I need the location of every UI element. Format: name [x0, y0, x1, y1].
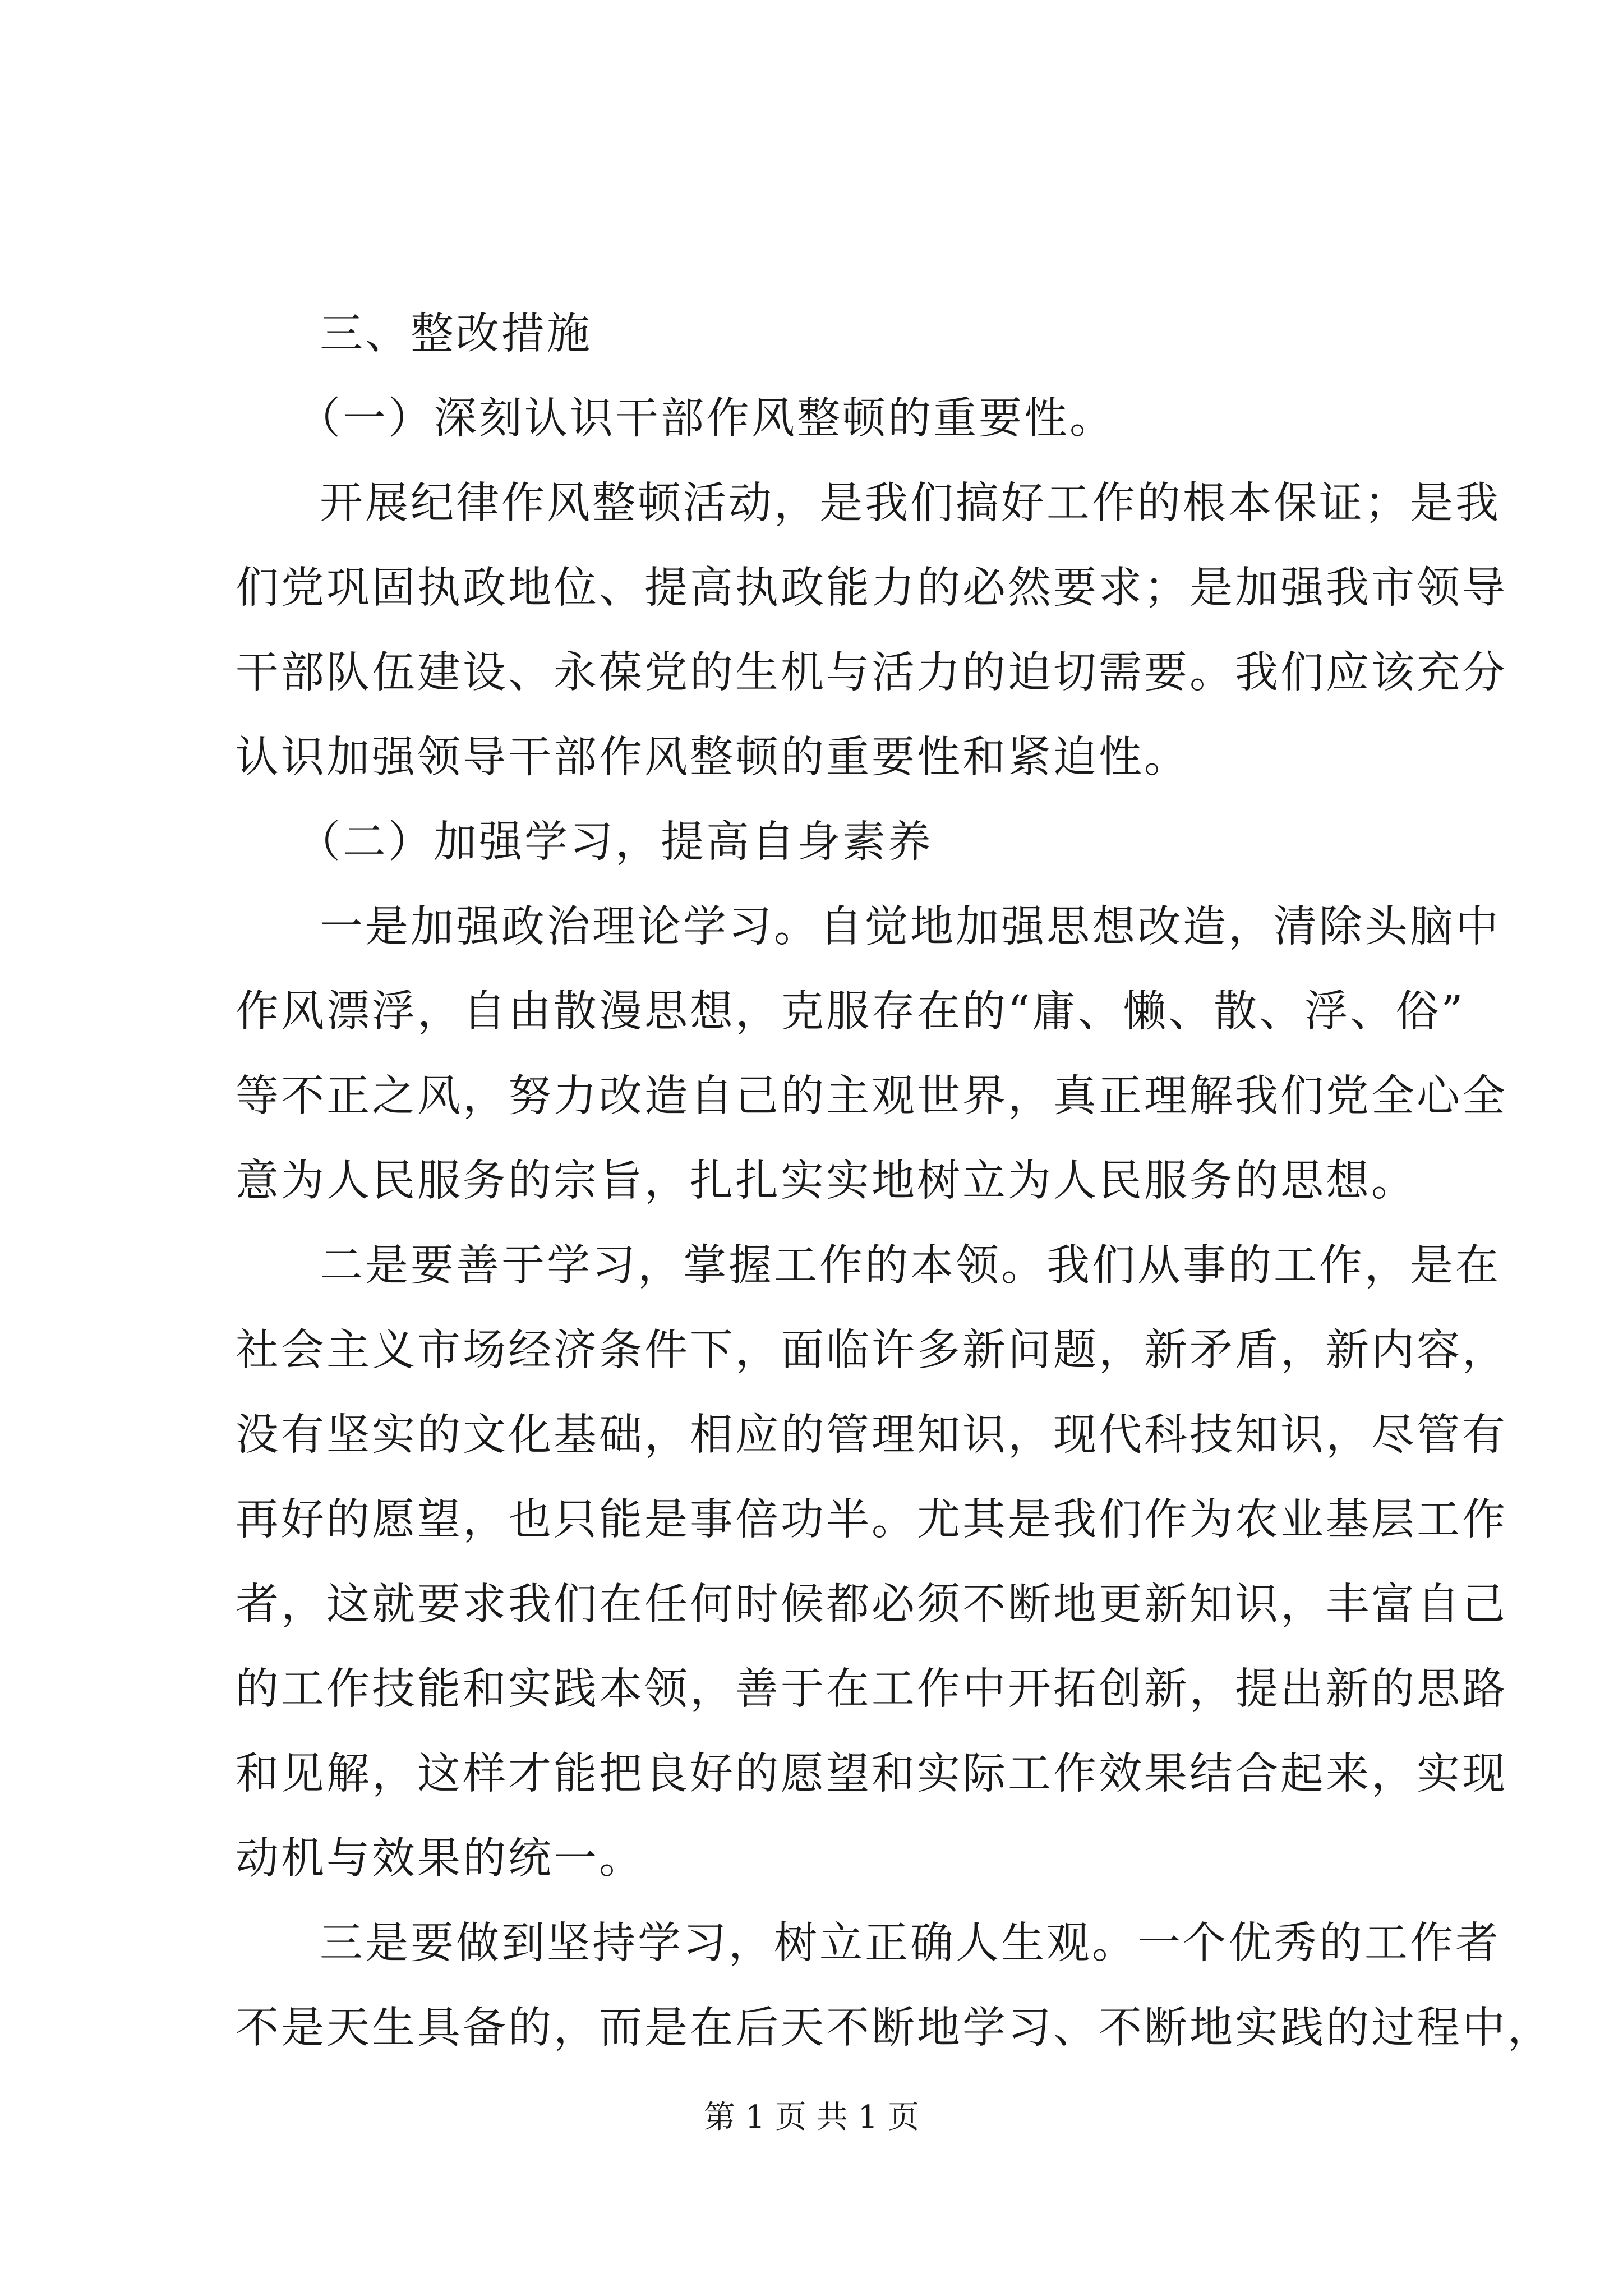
subsection-heading: （二）加强学习，提高自身素养	[297, 817, 933, 867]
paragraph-line: 作风漂浮，自由散漫思想，克服存在的“庸、懒、散、浮、俗”	[236, 987, 1465, 1037]
subsection-heading: （一）深刻认识干部作风整顿的重要性。	[297, 394, 1115, 444]
paragraph-line: 三是要做到坚持学习，树立正确人生观。一个优秀的工作者	[320, 1918, 1501, 1968]
paragraph-line: 动机与效果的统一。	[236, 1834, 644, 1884]
paragraph-line: 认识加强领导干部作风整顿的重要性和紧迫性。	[236, 733, 1189, 783]
paragraph-line: 一是加强政治理论学习。自觉地加强思想改造，清除头脑中	[320, 902, 1501, 952]
paragraph-line: 开展纪律作风整顿活动，是我们搞好工作的根本保证；是我	[320, 478, 1501, 528]
paragraph-line: 者，这就要求我们在任何时候都必须不断地更新知识，丰富自己	[236, 1580, 1507, 1630]
section-heading: 三、整改措施	[320, 309, 592, 359]
paragraph-line: 没有坚实的文化基础，相应的管理知识，现代科技知识，尽管有	[236, 1410, 1507, 1460]
page-footer: 第 1 页 共 1 页	[703, 2099, 920, 2136]
paragraph-line: 们党巩固执政地位、提高执政能力的必然要求；是加强我市领导	[236, 563, 1507, 613]
paragraph-line: 社会主义市场经济条件下，面临许多新问题，新矛盾，新内容，	[236, 1326, 1507, 1375]
paragraph-line: 意为人民服务的宗旨，扎扎实实地树立为人民服务的思想。	[236, 1156, 1417, 1206]
paragraph-line: 的工作技能和实践本领，善于在工作中开拓创新，提出新的思路	[236, 1664, 1507, 1714]
paragraph-line: 等不正之风，努力改造自己的主观世界，真正理解我们党全心全	[236, 1071, 1507, 1121]
paragraph-line: 再好的愿望，也只能是事倍功半。尤其是我们作为农业基层工作	[236, 1495, 1507, 1545]
document-body	[236, 292, 1553, 2070]
paragraph-line: 干部队伍建设、永葆党的生机与活力的迫切需要。我们应该充分	[236, 648, 1507, 698]
paragraph-line: 二是要善于学习，掌握工作的本领。我们从事的工作，是在	[320, 1241, 1501, 1291]
paragraph-line: 不是天生具备的，而是在后天不断地学习、不断地实践的过程中，	[236, 2003, 1553, 2053]
paragraph-line: 和见解，这样才能把良好的愿望和实际工作效果结合起来，实现	[236, 1749, 1507, 1799]
